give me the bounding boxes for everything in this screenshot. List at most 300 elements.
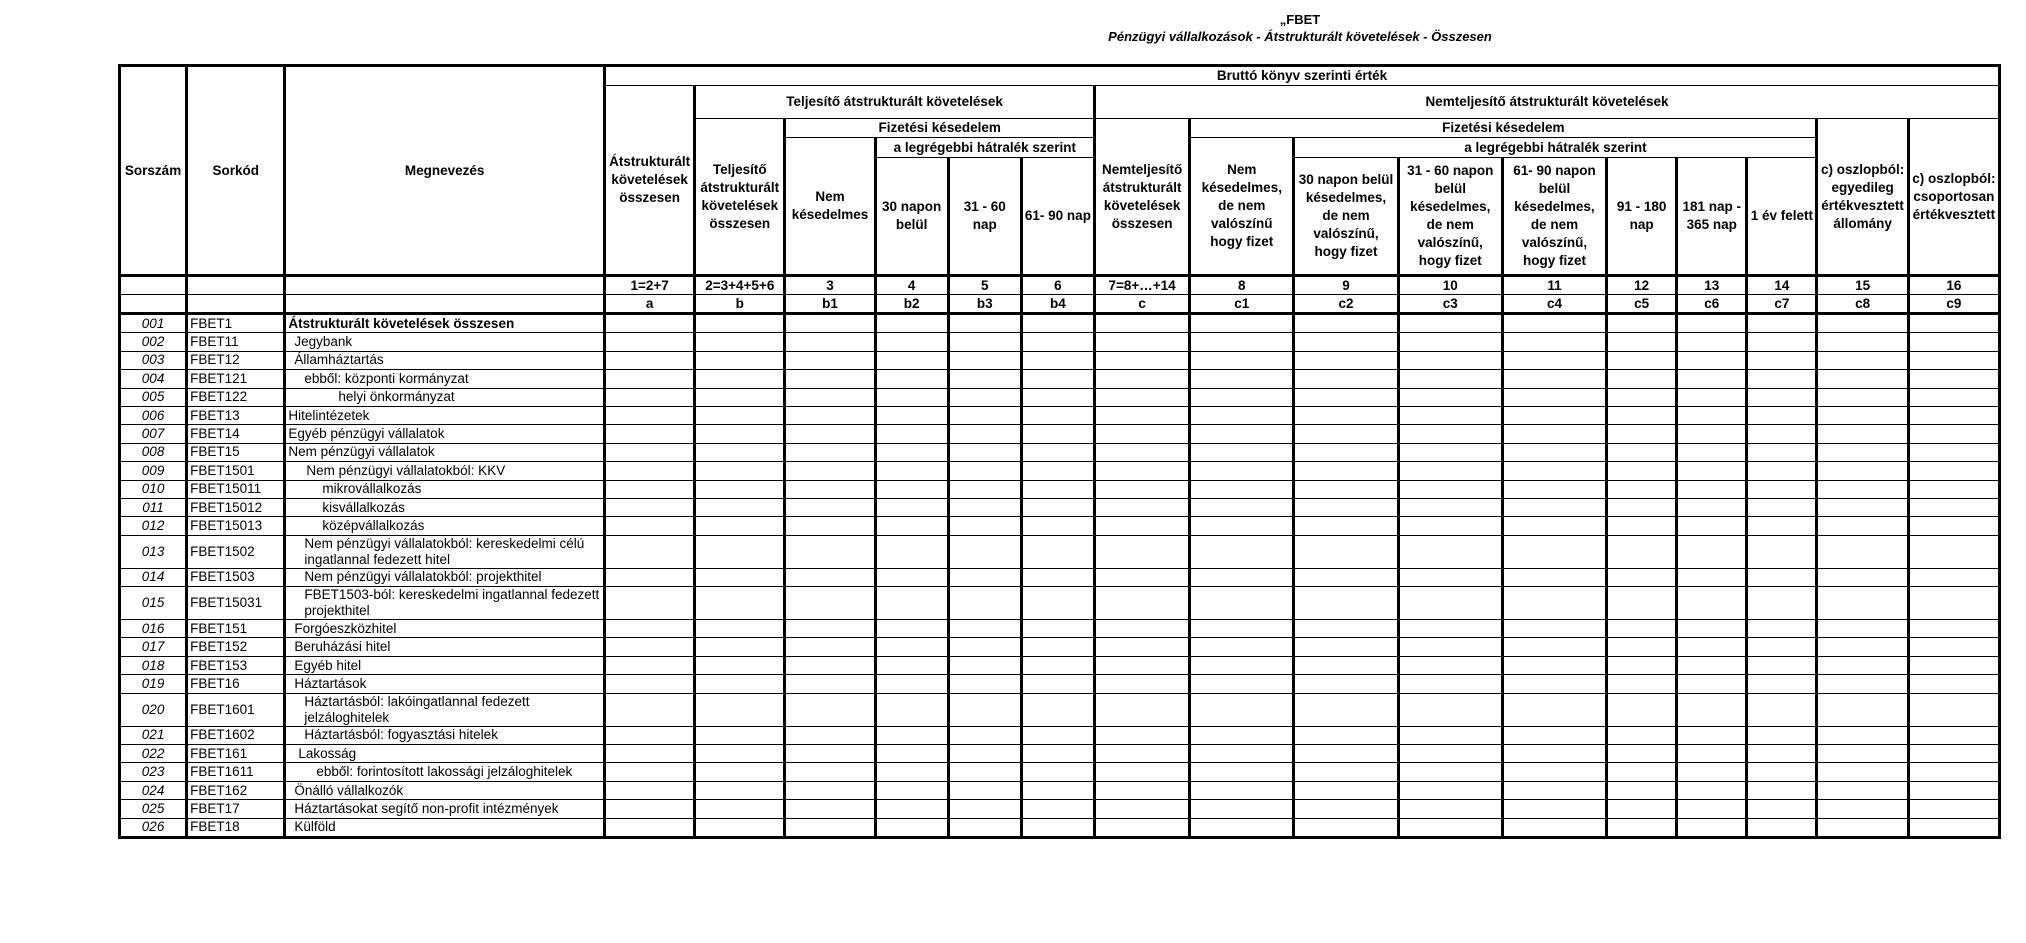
- value-cell[interactable]: [1021, 745, 1094, 763]
- value-cell[interactable]: [1607, 726, 1677, 744]
- value-cell[interactable]: [1747, 480, 1817, 498]
- value-cell[interactable]: [1398, 425, 1502, 443]
- value-cell[interactable]: [1607, 620, 1677, 638]
- value-cell[interactable]: [1607, 406, 1677, 424]
- value-cell[interactable]: [1607, 800, 1677, 818]
- value-cell[interactable]: [695, 480, 785, 498]
- value-cell[interactable]: [948, 638, 1021, 656]
- value-cell[interactable]: [948, 498, 1021, 516]
- value-cell[interactable]: [1677, 620, 1747, 638]
- value-cell[interactable]: [1677, 763, 1747, 781]
- value-cell[interactable]: [785, 587, 875, 620]
- value-cell[interactable]: [1677, 443, 1747, 461]
- value-cell[interactable]: [1502, 587, 1606, 620]
- value-cell[interactable]: [1747, 587, 1817, 620]
- value-cell[interactable]: [1095, 314, 1190, 333]
- value-cell[interactable]: [1817, 638, 1908, 656]
- value-cell[interactable]: [1817, 763, 1908, 781]
- value-cell[interactable]: [1294, 333, 1398, 351]
- value-cell[interactable]: [1677, 498, 1747, 516]
- value-cell[interactable]: [1817, 443, 1908, 461]
- value-cell[interactable]: [1398, 745, 1502, 763]
- value-cell[interactable]: [875, 498, 948, 516]
- value-cell[interactable]: [1607, 388, 1677, 406]
- value-cell[interactable]: [948, 800, 1021, 818]
- value-cell[interactable]: [1502, 656, 1606, 674]
- value-cell[interactable]: [1190, 425, 1294, 443]
- value-cell[interactable]: [1817, 675, 1908, 693]
- value-cell[interactable]: [1502, 620, 1606, 638]
- value-cell[interactable]: [948, 818, 1021, 837]
- value-cell[interactable]: [1908, 781, 1999, 799]
- value-cell[interactable]: [1677, 370, 1747, 388]
- value-cell[interactable]: [605, 498, 695, 516]
- value-cell[interactable]: [1095, 781, 1190, 799]
- value-cell[interactable]: [875, 480, 948, 498]
- value-cell[interactable]: [605, 517, 695, 535]
- value-cell[interactable]: [1502, 745, 1606, 763]
- value-cell[interactable]: [1908, 462, 1999, 480]
- value-cell[interactable]: [1502, 370, 1606, 388]
- value-cell[interactable]: [1398, 781, 1502, 799]
- value-cell[interactable]: [1677, 480, 1747, 498]
- value-cell[interactable]: [1398, 800, 1502, 818]
- value-cell[interactable]: [1677, 351, 1747, 369]
- value-cell[interactable]: [1747, 638, 1817, 656]
- value-cell[interactable]: [785, 443, 875, 461]
- value-cell[interactable]: [1908, 535, 1999, 568]
- value-cell[interactable]: [948, 462, 1021, 480]
- value-cell[interactable]: [785, 800, 875, 818]
- value-cell[interactable]: [1607, 498, 1677, 516]
- value-cell[interactable]: [1190, 351, 1294, 369]
- value-cell[interactable]: [875, 800, 948, 818]
- value-cell[interactable]: [1817, 498, 1908, 516]
- value-cell[interactable]: [948, 726, 1021, 744]
- value-cell[interactable]: [875, 333, 948, 351]
- value-cell[interactable]: [948, 620, 1021, 638]
- value-cell[interactable]: [605, 781, 695, 799]
- value-cell[interactable]: [1817, 333, 1908, 351]
- value-cell[interactable]: [1021, 818, 1094, 837]
- value-cell[interactable]: [1021, 425, 1094, 443]
- value-cell[interactable]: [1021, 517, 1094, 535]
- value-cell[interactable]: [1021, 406, 1094, 424]
- value-cell[interactable]: [605, 443, 695, 461]
- value-cell[interactable]: [605, 535, 695, 568]
- value-cell[interactable]: [695, 763, 785, 781]
- value-cell[interactable]: [948, 535, 1021, 568]
- value-cell[interactable]: [1607, 568, 1677, 586]
- value-cell[interactable]: [875, 675, 948, 693]
- value-cell[interactable]: [695, 587, 785, 620]
- value-cell[interactable]: [785, 333, 875, 351]
- value-cell[interactable]: [1095, 480, 1190, 498]
- value-cell[interactable]: [1502, 480, 1606, 498]
- value-cell[interactable]: [1817, 726, 1908, 744]
- value-cell[interactable]: [1502, 781, 1606, 799]
- value-cell[interactable]: [1398, 517, 1502, 535]
- value-cell[interactable]: [1095, 333, 1190, 351]
- value-cell[interactable]: [1817, 745, 1908, 763]
- value-cell[interactable]: [1095, 498, 1190, 516]
- value-cell[interactable]: [605, 351, 695, 369]
- value-cell[interactable]: [1908, 406, 1999, 424]
- value-cell[interactable]: [1502, 443, 1606, 461]
- value-cell[interactable]: [875, 587, 948, 620]
- value-cell[interactable]: [1747, 763, 1817, 781]
- value-cell[interactable]: [785, 620, 875, 638]
- value-cell[interactable]: [1021, 726, 1094, 744]
- value-cell[interactable]: [1817, 406, 1908, 424]
- value-cell[interactable]: [1817, 351, 1908, 369]
- value-cell[interactable]: [1398, 462, 1502, 480]
- value-cell[interactable]: [1021, 638, 1094, 656]
- value-cell[interactable]: [1095, 620, 1190, 638]
- value-cell[interactable]: [785, 406, 875, 424]
- value-cell[interactable]: [1502, 388, 1606, 406]
- value-cell[interactable]: [785, 425, 875, 443]
- value-cell[interactable]: [1021, 462, 1094, 480]
- value-cell[interactable]: [785, 351, 875, 369]
- value-cell[interactable]: [1908, 333, 1999, 351]
- value-cell[interactable]: [1817, 693, 1908, 726]
- value-cell[interactable]: [1190, 333, 1294, 351]
- value-cell[interactable]: [1021, 480, 1094, 498]
- value-cell[interactable]: [1190, 370, 1294, 388]
- value-cell[interactable]: [1908, 745, 1999, 763]
- value-cell[interactable]: [1502, 406, 1606, 424]
- value-cell[interactable]: [785, 370, 875, 388]
- value-cell[interactable]: [1095, 517, 1190, 535]
- value-cell[interactable]: [1502, 763, 1606, 781]
- value-cell[interactable]: [1747, 443, 1817, 461]
- value-cell[interactable]: [605, 370, 695, 388]
- value-cell[interactable]: [1817, 425, 1908, 443]
- value-cell[interactable]: [1398, 498, 1502, 516]
- value-cell[interactable]: [1747, 568, 1817, 586]
- value-cell[interactable]: [1677, 425, 1747, 443]
- value-cell[interactable]: [1294, 781, 1398, 799]
- value-cell[interactable]: [1095, 351, 1190, 369]
- value-cell[interactable]: [1747, 388, 1817, 406]
- value-cell[interactable]: [695, 425, 785, 443]
- value-cell[interactable]: [605, 333, 695, 351]
- value-cell[interactable]: [1908, 620, 1999, 638]
- value-cell[interactable]: [1294, 587, 1398, 620]
- value-cell[interactable]: [1677, 638, 1747, 656]
- value-cell[interactable]: [1747, 818, 1817, 837]
- value-cell[interactable]: [1677, 726, 1747, 744]
- value-cell[interactable]: [1747, 517, 1817, 535]
- value-cell[interactable]: [1817, 656, 1908, 674]
- value-cell[interactable]: [948, 568, 1021, 586]
- value-cell[interactable]: [785, 480, 875, 498]
- value-cell[interactable]: [1190, 517, 1294, 535]
- value-cell[interactable]: [605, 388, 695, 406]
- value-cell[interactable]: [1095, 535, 1190, 568]
- value-cell[interactable]: [1190, 763, 1294, 781]
- value-cell[interactable]: [695, 638, 785, 656]
- value-cell[interactable]: [1190, 620, 1294, 638]
- value-cell[interactable]: [948, 351, 1021, 369]
- value-cell[interactable]: [1021, 675, 1094, 693]
- value-cell[interactable]: [1747, 333, 1817, 351]
- value-cell[interactable]: [1294, 568, 1398, 586]
- value-cell[interactable]: [1021, 443, 1094, 461]
- value-cell[interactable]: [1502, 638, 1606, 656]
- value-cell[interactable]: [1502, 535, 1606, 568]
- value-cell[interactable]: [875, 406, 948, 424]
- value-cell[interactable]: [1021, 587, 1094, 620]
- value-cell[interactable]: [1294, 535, 1398, 568]
- value-cell[interactable]: [1294, 726, 1398, 744]
- value-cell[interactable]: [1021, 620, 1094, 638]
- value-cell[interactable]: [1398, 406, 1502, 424]
- value-cell[interactable]: [1502, 351, 1606, 369]
- value-cell[interactable]: [1095, 818, 1190, 837]
- value-cell[interactable]: [1747, 745, 1817, 763]
- value-cell[interactable]: [875, 620, 948, 638]
- value-cell[interactable]: [695, 462, 785, 480]
- value-cell[interactable]: [1607, 763, 1677, 781]
- value-cell[interactable]: [695, 498, 785, 516]
- value-cell[interactable]: [785, 462, 875, 480]
- value-cell[interactable]: [1190, 818, 1294, 837]
- value-cell[interactable]: [1607, 425, 1677, 443]
- value-cell[interactable]: [875, 351, 948, 369]
- value-cell[interactable]: [875, 462, 948, 480]
- value-cell[interactable]: [1398, 568, 1502, 586]
- value-cell[interactable]: [948, 406, 1021, 424]
- value-cell[interactable]: [695, 745, 785, 763]
- value-cell[interactable]: [1747, 620, 1817, 638]
- value-cell[interactable]: [1747, 726, 1817, 744]
- value-cell[interactable]: [1294, 818, 1398, 837]
- value-cell[interactable]: [1607, 462, 1677, 480]
- value-cell[interactable]: [785, 498, 875, 516]
- value-cell[interactable]: [1021, 763, 1094, 781]
- value-cell[interactable]: [695, 818, 785, 837]
- value-cell[interactable]: [1398, 675, 1502, 693]
- value-cell[interactable]: [1398, 587, 1502, 620]
- value-cell[interactable]: [695, 314, 785, 333]
- value-cell[interactable]: [605, 568, 695, 586]
- value-cell[interactable]: [1190, 314, 1294, 333]
- value-cell[interactable]: [1095, 388, 1190, 406]
- value-cell[interactable]: [1607, 781, 1677, 799]
- value-cell[interactable]: [695, 675, 785, 693]
- value-cell[interactable]: [1607, 333, 1677, 351]
- value-cell[interactable]: [1294, 800, 1398, 818]
- value-cell[interactable]: [695, 620, 785, 638]
- value-cell[interactable]: [1502, 498, 1606, 516]
- value-cell[interactable]: [1908, 675, 1999, 693]
- value-cell[interactable]: [875, 314, 948, 333]
- value-cell[interactable]: [1190, 656, 1294, 674]
- value-cell[interactable]: [1817, 587, 1908, 620]
- value-cell[interactable]: [1908, 763, 1999, 781]
- value-cell[interactable]: [1095, 587, 1190, 620]
- value-cell[interactable]: [948, 443, 1021, 461]
- value-cell[interactable]: [1747, 498, 1817, 516]
- value-cell[interactable]: [1502, 333, 1606, 351]
- value-cell[interactable]: [695, 406, 785, 424]
- value-cell[interactable]: [1190, 638, 1294, 656]
- value-cell[interactable]: [1095, 443, 1190, 461]
- value-cell[interactable]: [1607, 314, 1677, 333]
- value-cell[interactable]: [1021, 333, 1094, 351]
- value-cell[interactable]: [875, 425, 948, 443]
- value-cell[interactable]: [948, 425, 1021, 443]
- value-cell[interactable]: [1294, 638, 1398, 656]
- value-cell[interactable]: [1817, 781, 1908, 799]
- value-cell[interactable]: [948, 675, 1021, 693]
- value-cell[interactable]: [1607, 517, 1677, 535]
- value-cell[interactable]: [948, 388, 1021, 406]
- value-cell[interactable]: [605, 620, 695, 638]
- value-cell[interactable]: [785, 388, 875, 406]
- value-cell[interactable]: [1677, 517, 1747, 535]
- value-cell[interactable]: [695, 800, 785, 818]
- value-cell[interactable]: [1817, 314, 1908, 333]
- value-cell[interactable]: [1294, 498, 1398, 516]
- value-cell[interactable]: [1398, 333, 1502, 351]
- value-cell[interactable]: [1294, 480, 1398, 498]
- value-cell[interactable]: [785, 693, 875, 726]
- value-cell[interactable]: [1817, 370, 1908, 388]
- value-cell[interactable]: [1677, 406, 1747, 424]
- value-cell[interactable]: [1095, 656, 1190, 674]
- value-cell[interactable]: [1677, 568, 1747, 586]
- value-cell[interactable]: [1502, 517, 1606, 535]
- value-cell[interactable]: [1021, 800, 1094, 818]
- value-cell[interactable]: [605, 726, 695, 744]
- value-cell[interactable]: [1095, 406, 1190, 424]
- value-cell[interactable]: [1677, 388, 1747, 406]
- value-cell[interactable]: [1677, 462, 1747, 480]
- value-cell[interactable]: [1502, 675, 1606, 693]
- value-cell[interactable]: [785, 656, 875, 674]
- value-cell[interactable]: [1294, 351, 1398, 369]
- value-cell[interactable]: [1095, 800, 1190, 818]
- value-cell[interactable]: [875, 726, 948, 744]
- value-cell[interactable]: [605, 314, 695, 333]
- value-cell[interactable]: [1908, 638, 1999, 656]
- value-cell[interactable]: [1398, 638, 1502, 656]
- value-cell[interactable]: [1190, 568, 1294, 586]
- value-cell[interactable]: [875, 818, 948, 837]
- value-cell[interactable]: [1294, 693, 1398, 726]
- value-cell[interactable]: [1021, 568, 1094, 586]
- value-cell[interactable]: [785, 675, 875, 693]
- value-cell[interactable]: [605, 800, 695, 818]
- value-cell[interactable]: [1817, 535, 1908, 568]
- value-cell[interactable]: [1095, 638, 1190, 656]
- value-cell[interactable]: [1747, 351, 1817, 369]
- value-cell[interactable]: [1502, 462, 1606, 480]
- value-cell[interactable]: [948, 314, 1021, 333]
- value-cell[interactable]: [1908, 656, 1999, 674]
- value-cell[interactable]: [948, 517, 1021, 535]
- value-cell[interactable]: [1607, 535, 1677, 568]
- value-cell[interactable]: [875, 517, 948, 535]
- value-cell[interactable]: [1294, 462, 1398, 480]
- value-cell[interactable]: [605, 462, 695, 480]
- value-cell[interactable]: [1095, 675, 1190, 693]
- value-cell[interactable]: [1607, 745, 1677, 763]
- value-cell[interactable]: [1095, 745, 1190, 763]
- value-cell[interactable]: [875, 535, 948, 568]
- value-cell[interactable]: [1190, 480, 1294, 498]
- value-cell[interactable]: [605, 587, 695, 620]
- value-cell[interactable]: [1021, 693, 1094, 726]
- value-cell[interactable]: [1294, 620, 1398, 638]
- value-cell[interactable]: [1095, 726, 1190, 744]
- value-cell[interactable]: [605, 693, 695, 726]
- value-cell[interactable]: [1502, 425, 1606, 443]
- value-cell[interactable]: [695, 656, 785, 674]
- value-cell[interactable]: [1747, 314, 1817, 333]
- value-cell[interactable]: [1677, 587, 1747, 620]
- value-cell[interactable]: [1294, 425, 1398, 443]
- value-cell[interactable]: [1747, 535, 1817, 568]
- value-cell[interactable]: [785, 638, 875, 656]
- value-cell[interactable]: [1908, 351, 1999, 369]
- value-cell[interactable]: [605, 425, 695, 443]
- value-cell[interactable]: [1190, 498, 1294, 516]
- value-cell[interactable]: [1747, 693, 1817, 726]
- value-cell[interactable]: [695, 781, 785, 799]
- value-cell[interactable]: [1502, 314, 1606, 333]
- value-cell[interactable]: [948, 587, 1021, 620]
- value-cell[interactable]: [1398, 388, 1502, 406]
- value-cell[interactable]: [1190, 745, 1294, 763]
- value-cell[interactable]: [948, 480, 1021, 498]
- value-cell[interactable]: [1747, 425, 1817, 443]
- value-cell[interactable]: [695, 333, 785, 351]
- value-cell[interactable]: [948, 370, 1021, 388]
- value-cell[interactable]: [875, 693, 948, 726]
- value-cell[interactable]: [1190, 462, 1294, 480]
- value-cell[interactable]: [948, 656, 1021, 674]
- value-cell[interactable]: [695, 443, 785, 461]
- value-cell[interactable]: [1747, 462, 1817, 480]
- value-cell[interactable]: [605, 480, 695, 498]
- value-cell[interactable]: [1398, 726, 1502, 744]
- value-cell[interactable]: [695, 517, 785, 535]
- value-cell[interactable]: [785, 781, 875, 799]
- value-cell[interactable]: [948, 763, 1021, 781]
- value-cell[interactable]: [1021, 535, 1094, 568]
- value-cell[interactable]: [1607, 675, 1677, 693]
- value-cell[interactable]: [1908, 388, 1999, 406]
- value-cell[interactable]: [1908, 587, 1999, 620]
- value-cell[interactable]: [1607, 351, 1677, 369]
- value-cell[interactable]: [948, 333, 1021, 351]
- value-cell[interactable]: [1398, 763, 1502, 781]
- value-cell[interactable]: [1294, 370, 1398, 388]
- value-cell[interactable]: [1607, 638, 1677, 656]
- value-cell[interactable]: [1677, 693, 1747, 726]
- value-cell[interactable]: [1398, 480, 1502, 498]
- value-cell[interactable]: [785, 568, 875, 586]
- value-cell[interactable]: [1190, 781, 1294, 799]
- value-cell[interactable]: [1190, 443, 1294, 461]
- value-cell[interactable]: [785, 535, 875, 568]
- value-cell[interactable]: [1190, 800, 1294, 818]
- value-cell[interactable]: [1607, 587, 1677, 620]
